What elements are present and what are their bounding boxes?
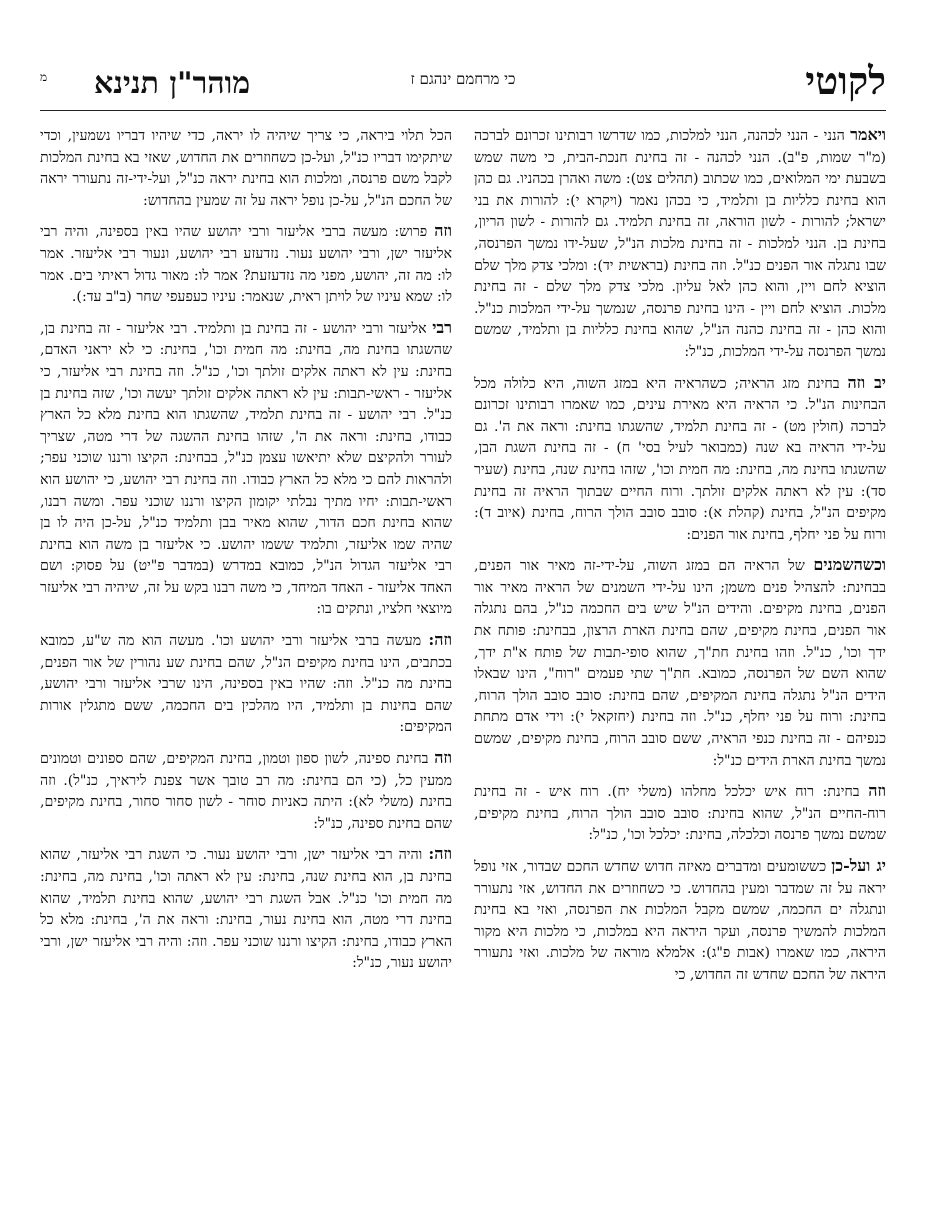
paragraph (474, 372, 886, 547)
paragraph-lead: וזה (434, 748, 452, 768)
paragraph-text: בחינת מזג הראיה; כשהראיה היא במזג השוה, היא כלולה מכל הבחינות הנ"ל. כי הראיה היא מאירת עינים, כמו שאמרו רבותינו זכרונם לברכה (חולין מט) - זה בחינת תלמיד, שהשגתו בחינת: וראה את ה'. גם על-ידי הראיה בא שנה (כמבואר לעיל בסי' ח) - זה בחינת השגת הבן, שהשגתו בחינת מה, בחינת: מה חמית וכו', שזהו בחינת שנה, בחינת (שעיר סד): עין לא ראתה אלקים זולתך. ורוח החיים שבתוך הראיה זה בחינת מקיפים הנ"ל, בחינת (קהלת א): סובב סובב הולך הרוח, בחינת (איוב ד): ורוח על פני יחלף, בחינת אור הפנים: (474, 375, 886, 543)
paragraph-lead: וזה (434, 221, 452, 241)
paragraph-text: בחינת: רוח איש יכלכל מחלהו (משלי יח). רוח איש - זה בחינת רוח-החיים הנ"ל, שהוא בחינת: סובב סובב הולך הרוח, בחינת מקיפים, שמשם נמשך פרנסה וכלכלה, בחינת: יכלכל וכו', כנ"ל: (474, 784, 886, 844)
paragraph-lead: רבי (432, 317, 452, 337)
paragraph-text: הכל תלוי ביראה, כי צריך שיהיה לו יראה, כדי שיהיו דבריו נשמעין, וכדי שיתקימו דבריו כנ"ל, ועל-כן כשחוזרים את החדוש, שאזי בא בחינת המלכות לקבל משם פרנסה, ומלכות הוא בחינת יראה כנ"ל, ועל-ידי-זה נתעורר יראה של החכם הנ"ל, על-כן נופל יראה על זה שמעין בהחדוש: (40, 128, 452, 209)
paragraph-lead: יב וזה (847, 372, 886, 392)
paragraph-text: של הראיה הם במזג השוה, על-ידי-זה מאיר אור הפנים, בבחינת: להצהיל פנים משמן; הינו על-ידי השמנים של הראיה מאיר אור הפנים, בחינת מקיפים. והידים הנ"ל שיש בים החכמה כנ"ל, בהם נתגלה אור הפנים, בחינת מקיפים, שהם בחינת הארת הרצון, בבחינת: פותח את ידך וכו', כנ"ל. וזהו בחינת חת"ך, שהוא סופי-תבות של פותח א"ת ידך, שהוא השם של הפרנסה, כמובא. חת"ך שתי פעמים "רוח", הינו שבאלו הידים הנ"ל נתגלה בחינת המקיפים, שהם בחינת: סובב סובב הולך הרוח, בחינת: ורוח על פני יחלף, כנ"ל. וזה בחינת (יחזקאל י): וידי אדם מתחת כנפיהם - זה בחינת כנפי הראיה, ששם סובב הרוח, בחינת מקיפים, שמשם נמשך בחינת הארת הידים כנ"ל: (474, 558, 886, 769)
page-header (40, 52, 886, 111)
paragraph-lead: ויאמר (850, 125, 886, 144)
paragraph-text: בחינת ספינה, לשון ספון וטמון, בחינת המקיפים, שהם ספונים וטמונים ממעין כל, (כי הם בחינת: מה רב טובך אשר צפנת ליראיך, כנ"ל). וזה בחינת (משלי לא): היתה כאניות סוחר - לשון סחור סחור, בחינת מקיפים, שהם בחינת ספינה, כנ"ל: (40, 751, 452, 832)
paragraph-text: אליעזר ורבי יהושע - זה בחינת בן ותלמיד. רבי אליעזר - זה בחינת בן, שהשגתו בחינת מה, בחינת: מה חמית וכו', בחינת: כי לא יראני האדם, בחינת: עין לא ראתה אלקים זולתך וכו', כנ"ל. וזה בחינת רבי אליעזר, כי אליעזר - ראשי-תבות: עין לא ראתה אלקים זולתך יעשה וכו', שזה בחינת בן כנ"ל. רבי יהושע - זה בחינת תלמיד, שהשגתו הוא בחינת מלא כל הארץ כבודו, בחינת: וראה את ה', שזהו בחינת ההשגה של דרי מטה, שצריך לעורר ולהקיצם שלא יתיאשו עצמן כנ"ל, בבחינת: הקיצו ורננו שוכני עפר; ולהראות להם כי מלא כל הארץ כבודו. וזה בחינת רבי יהושע, כי יהושע הוא ראשי-תבות: יחיו מתיך נבלתי יקומון הקיצו ורננו שוכני עפר. ומשה רבנו, שהוא בחינת חכם הדור, שהוא מאיר בבן ותלמיד כנ"ל, על-כן היה לו בן שהיה שמו אליעזר, ותלמיד ששמו יהושע. כי אליעזר בן משה הוא בחינת רבי אליעזר הגדול הנ"ל, כמובא במדרש (במדבר פ"יט) על פסוק: ושם האחד אליעזר - האחד המיחד, כי משה רבנו בקש על זה, שיהיה רבי אליעזר מיוצאי חלציו, ונתקים בו: (40, 320, 452, 618)
paragraph-text: פרוש: מעשה ברבי אליעזר ורבי יהושע שהיו באין בספינה, והיה רבי אליעזר ישן, ורבי יהושע נעור. נזדעזע רבי יהושע, ונעור רבי אליעזר. אמר לו: מה זה, יהושע, מפני מה נזדעזעת? אמר לו: מאור גדול ראיתי בים. אמר לו: שמא עיניו של לויתן ראית, שנאמר: עיניו כעפעפי שחר (ב"ב עד:). (40, 224, 452, 306)
paragraph-lead: וזה: (428, 630, 452, 650)
page-number: מ (40, 70, 48, 84)
paragraph-lead: יג ועל-כן (831, 856, 886, 875)
paragraph (40, 220, 452, 308)
left-column (40, 124, 452, 1196)
paragraph (474, 855, 886, 987)
running-title-right: לקוטי (805, 58, 886, 103)
paragraph (40, 124, 452, 212)
paragraph (40, 747, 452, 835)
paragraph (474, 124, 886, 364)
paragraph-text: והיה רבי אליעזר ישן, ורבי יהושע נעור. כי השגת רבי אליעזר, שהוא בחינת בן, הוא בחינת שנה, בחינת: עין לא ראתה וכו', בחינת מה, בחינת: מה חמית וכו' כנ"ל. אבל השגת רבי יהושע, שהוא בחינת תלמיד, שהוא בחינת דרי מטה, הוא בחינת נעור, בחינת: וראה את ה', בחינת: מלא כל הארץ כבודו, בחינת: הקיצו ורננו שוכני עפר. וזה: והיה רבי אליעזר ישן, ורבי יהושע נעור, כנ"ל: (40, 847, 452, 972)
paragraph-lead: וזה (868, 781, 886, 801)
right-column (474, 124, 886, 1196)
text-columns (40, 124, 886, 1196)
paragraph (474, 554, 886, 772)
paragraph (40, 629, 452, 739)
running-subtitle: כי מרחמם ינהגם ז (410, 70, 516, 88)
paragraph (40, 843, 452, 975)
paragraph-lead: וכשהשמנים (813, 555, 886, 575)
paragraph (474, 780, 886, 847)
paragraph-text: הנני - הנני לכהנה, הנני למלכות, כמו שדרשו רבותינו זכרונם לברכה (מ"ר שמות, פ"ב). הנני לכהנה - זה בחינת חנכת-הבית, כי משה שמש בשבעת ימי המלואים, כמו שכתוב (תהלים צט): משה ואהרן בכהניו. גם כהן הוא בחינת כלליות בן ותלמיד, כי בכהן נאמר (ויקרא י): להורות את בני ישראל; להורות - לשון הוראה, זה בחינת תלמיד. גם להורות - לשון הריון, בחינת בן. הנני למלכות - זה בחינת מלכות הנ"ל, שעל-ידו נמשך הפרנסה, שבו נתגלה אור הפנים כנ"ל. וזה בחינת (בראשית יד): ומלכי צדק מלך שלם הוציא לחם ויין, והוא כהן לאל עליון. מלכי צדק מלך שלם - זה בחינת מלכות. הוציא לחם ויין - הינו בחינת פרנסה, שנמשך על-ידי המלכות כנ"ל. והוא כהן - זה בחינת כהנה הנ"ל, שהוא בחינת כלליות בן ותלמיד, שמשם נמשך הפרנסה על-ידי המלכות, כנ"ל: (474, 128, 886, 360)
paragraph-text: מעשה ברבי אליעזר ורבי יהושע וכו'. מעשה הוא מה ש"ע, כמובא בכתבים, הינו בחינת מקיפים הנ"ל, שהם בחינת שע נהורין של אור הפנים, בחינת מה כנ"ל. וזה: שהיו באין בספינה, הינו שרבי אליעזר ורבי יהושע, שהם בחינות בן ותלמיד, היו מהלכין בים החכמה, ששם מתגלין אורות המקיפים: (40, 633, 452, 736)
paragraph-text: כששומעים ומדברים מאיזה חדוש שחדש החכם שבדור, אזי נופל יראה על זה שמדבר ומעין בהחדוש. כי כשחוזרים את החדוש, אזי נתעורר ונתגלה ים החכמה, שמשם מקבל המלכות את הפרנסה, ואזי בא בחינת המלכות להמשיך פרנסה, ועקר היראה היא במלכות, כי מלכות היא מקור היראה, כמו שאמרו (אבות פ"ג): אלמלא מוראה של מלכות. ואזי נתעורר היראה של החכם שחדש זה החדוש, כי (474, 859, 886, 983)
paragraph-lead: וזה: (428, 844, 452, 864)
paragraph (40, 317, 452, 621)
running-title-left: מוהר"ן תנינא (94, 66, 251, 101)
